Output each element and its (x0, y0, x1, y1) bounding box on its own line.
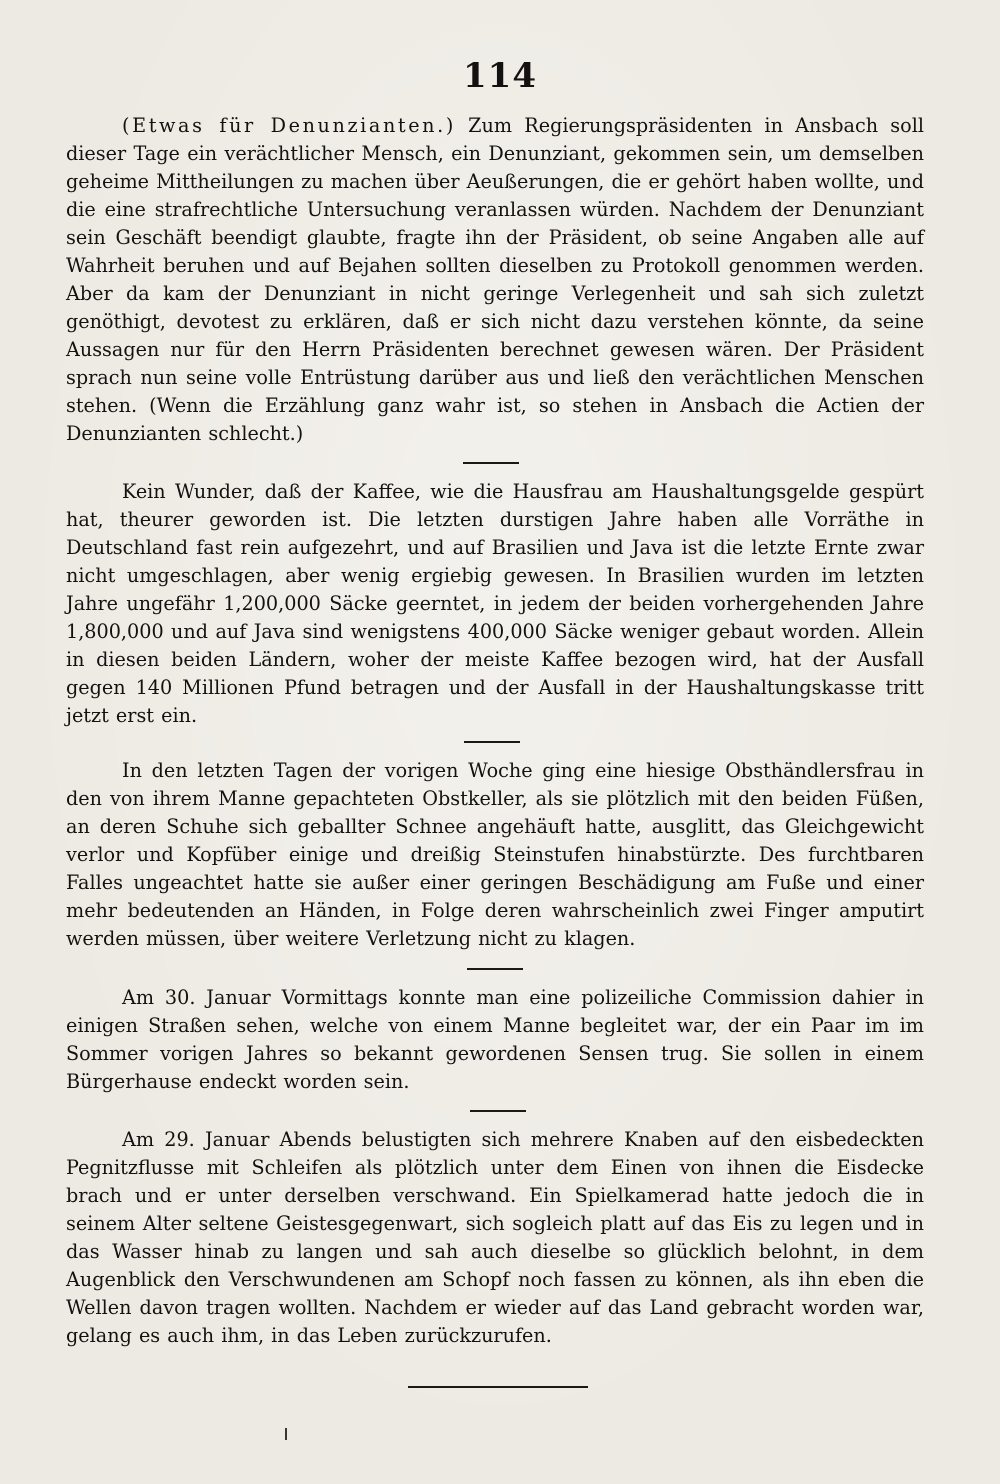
article-body: Kein Wunder, daß der Kaffee, wie die Hausfrau am Haushaltungsgelde gespürt hat, theurer geworden ist. Die letzten durstigen Jahre haben alle Vorräthe in Deutschland fast rein aufgezehrt, und auf Brasilien und Java ist die letzte Ernte zwar nicht umgeschlagen, aber wenig ergiebig gewesen. In Brasilien wurden im letzten Jahre ungefähr 1,200,000 Säcke geerntet, in jedem der beiden vorhergehenden Jahre 1,800,000 und auf Java sind wenigstens 400,000 Säcke weniger gebaut worden. Allein in diesen beiden Ländern, woher der meiste Kaffee bezogen wird, hat der Ausfall gegen 140 Millionen Pfund betragen und der Ausfall in der Haushaltungskasse tritt jetzt erst ein. (66, 480, 924, 727)
article-denunzianten (66, 112, 924, 448)
article-body: In den letzten Tagen der vorigen Woche ging eine hiesige Obsthändlersfrau in den von ihrem Manne gepachteten Obstkeller, als sie plötzlich mit den beiden Füßen, an deren Schuhe sich geballter Schnee angehäuft hatte, ausglitt, das Gleichgewicht verlor und Kopfüber einige und dreißig Steinstufen hinabstürzte. Des furchtbaren Falles ungeachtet hatte sie außer einer geringen Beschädigung am Fuße und einer mehr bedeutenden an Händen, in Folge deren wahrscheinlich zwei Finger amputirt werden müssen, über weitere Verletzung nicht zu klagen. (66, 759, 924, 950)
article-body: Am 30. Januar Vormittags konnte man eine polizeiliche Commission dahier in einigen Straßen sehen, welche von einem Manne begleitet war, der ein Paar im im Sommer vorigen Jahres so bekannt gewordenen Sensen trug. Sie sollen in einem Bürgerhause endeckt worden sein. (66, 986, 924, 1093)
section-divider (470, 1110, 526, 1112)
section-divider (463, 462, 519, 464)
end-rule (408, 1386, 588, 1388)
section-divider (464, 741, 520, 743)
article-body: Am 29. Januar Abends belustigten sich mehrere Knaben auf den eisbedeckten Pegnitzflusse mit Schleifen als plötzlich unter dem Einen von ihnen die Eisdecke brach und er unter derselben verschwand. Ein Spielkamerad hatte jedoch die in seinem Alter seltene Geistesgegenwart, sich sogleich platt auf das Eis zu legen und in das Wasser hinab zu langen und sah auch dieselbe so glücklich belohnt, in dem Augenblick den Verschwundenen am Schopf noch fassen zu können, als ihn eben die Wellen davon tragen wollten. Nachdem er wieder auf das Land gebracht worden war, gelang es auch ihm, in das Leben zurückzurufen. (66, 1128, 924, 1347)
section-divider (467, 968, 523, 970)
article-commission (66, 984, 924, 1096)
article-body: Zum Regierungspräsidenten in Ansbach soll dieser Tage ein verächtlicher Mensch, ein Denunziant, gekommen sein, um demselben geheime Mittheilungen zu machen über Aeußerungen, die er gehört haben wollte, und die eine strafrechtliche Untersuchung veranlassen würden. Nachdem der Denunziant sein Geschäft beendigt glaubte, fragte ihn der Präsident, ob seine Angaben alle auf Wahrheit beruhen und auf Bejahen sollten dieselben zu Protokoll genommen werden. Aber da kam der Denunziant in nicht geringe Verlegenheit und sah sich zuletzt genöthigt, devotest zu erklären, daß er sich nicht dazu verstehen könnte, da seine Aussagen nur für den Herrn Präsidenten berechnet gewesen wären. Der Präsident sprach nun seine volle Entrüstung darüber aus und ließ den verächtlichen Menschen stehen. (Wenn die Erzählung ganz wahr ist, so stehen in Ansbach die Actien der Denunzianten schlecht.) (66, 114, 924, 445)
article-kaffee (66, 478, 924, 730)
article-pegnitzfluss (66, 1126, 924, 1350)
article-obsthaendlersfrau (66, 757, 924, 953)
article-kicker: (Etwas für Denunzianten.) (122, 114, 456, 137)
print-mark (285, 1428, 287, 1440)
page-number: 114 (463, 56, 537, 96)
